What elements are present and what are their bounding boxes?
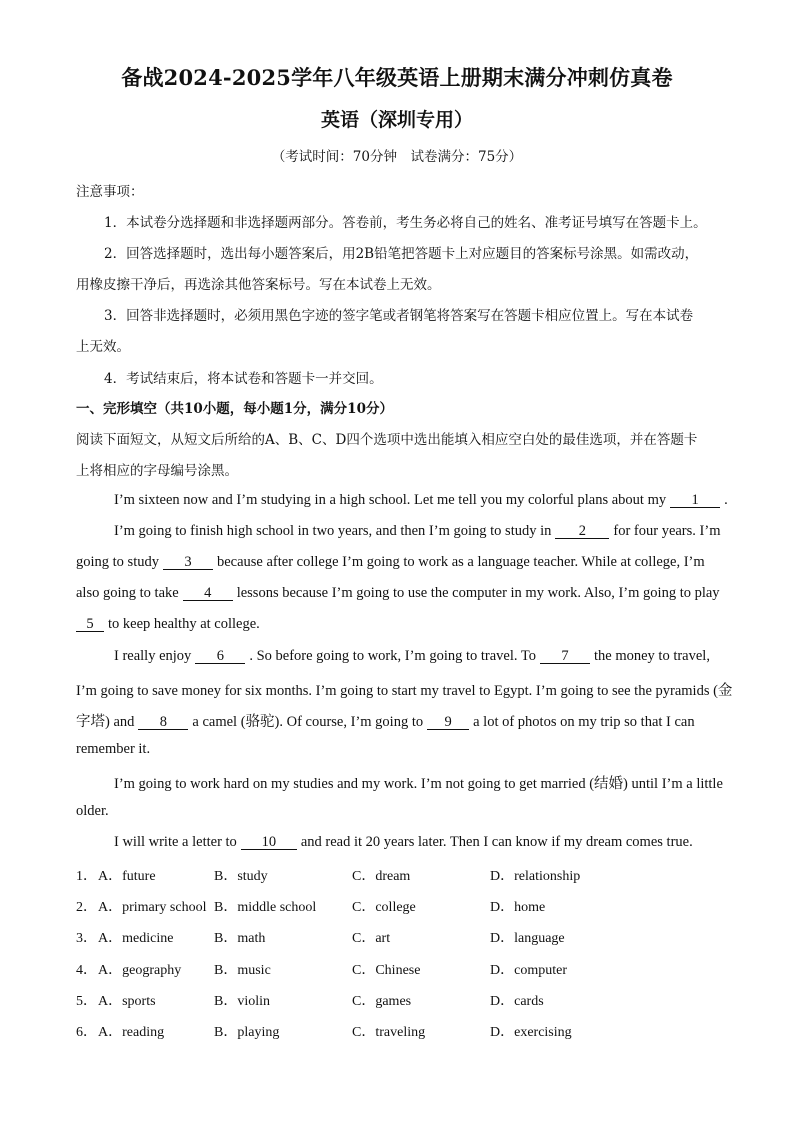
passage-text: . So before going to work, I’m going to travel. To bbox=[249, 648, 536, 664]
section-heading: 一、完形填空（共10小题，每小题1分，满分10分） bbox=[76, 401, 393, 417]
option-c[interactable]: C．art bbox=[352, 931, 391, 946]
passage-line bbox=[76, 554, 705, 571]
option-b[interactable]: B．math bbox=[214, 931, 266, 946]
question-options bbox=[76, 959, 756, 979]
page-subtitle: 英语（深圳专用） bbox=[320, 109, 473, 131]
option-a[interactable]: A．medicine bbox=[98, 931, 174, 946]
question-options bbox=[76, 865, 756, 885]
passage-line bbox=[76, 585, 720, 602]
blank-5: 5 bbox=[76, 617, 104, 632]
question-options bbox=[76, 927, 756, 947]
exam-time-info: （考试时间：70分钟 试卷满分：75分） bbox=[271, 149, 523, 165]
question-options bbox=[76, 990, 756, 1010]
passage-line bbox=[76, 616, 260, 633]
question-number: 2． bbox=[76, 900, 97, 915]
option-a[interactable]: A．reading bbox=[98, 1025, 165, 1040]
blank-2: 2 bbox=[555, 524, 609, 539]
blank-4: 4 bbox=[183, 586, 233, 601]
option-a[interactable]: A．sports bbox=[98, 994, 156, 1009]
question-number: 1． bbox=[76, 869, 97, 884]
passage-text: 字塔) and bbox=[76, 714, 135, 730]
option-c[interactable]: C．dream bbox=[352, 869, 411, 884]
question-number: 3． bbox=[76, 931, 97, 946]
option-b[interactable]: B．middle school bbox=[214, 900, 317, 915]
passage-line: I’m going to save money for six months. I’m going to start my travel to Egypt. I’m going to see the pyramids (金 bbox=[76, 683, 733, 699]
option-c[interactable]: C．traveling bbox=[352, 1025, 426, 1040]
option-c[interactable]: C．college bbox=[352, 900, 416, 915]
passage-text: I’m sixteen now and I’m studying in a high school. Let me tell you my colorful plans about my bbox=[114, 492, 667, 508]
option-b[interactable]: B．violin bbox=[214, 994, 271, 1009]
option-d[interactable]: D．language bbox=[490, 931, 565, 946]
notice-item-2-line-2: 用橡皮擦干净后，再选涂其他答案标号。写在本试卷上无效。 bbox=[76, 277, 441, 293]
passage-text: also going to take bbox=[76, 585, 179, 601]
passage-line bbox=[114, 834, 693, 851]
option-c[interactable]: C．games bbox=[352, 994, 412, 1009]
question-options bbox=[76, 896, 756, 916]
passage-text: the money to travel, bbox=[593, 648, 710, 664]
passage-line: I’m going to work hard on my studies and my work. I’m not going to get married (结婚) until I’m a little bbox=[114, 776, 723, 792]
option-b[interactable]: B．study bbox=[214, 869, 268, 884]
passage-line bbox=[114, 492, 728, 509]
passage-text: and read it 20 years later. Then I can know if my dream comes true. bbox=[300, 834, 693, 850]
passage-line: remember it. bbox=[76, 741, 151, 757]
question-number: 5． bbox=[76, 994, 97, 1009]
option-b[interactable]: B．music bbox=[214, 963, 271, 978]
blank-3: 3 bbox=[163, 555, 213, 570]
blank-6: 6 bbox=[195, 649, 245, 664]
option-c[interactable]: C．Chinese bbox=[352, 963, 421, 978]
passage-text: a lot of photos on my trip so that I can bbox=[473, 714, 695, 730]
blank-8: 8 bbox=[138, 715, 188, 730]
option-d[interactable]: D．cards bbox=[490, 994, 544, 1009]
passage-line bbox=[114, 523, 720, 540]
passage-text: because after college I’m going to work as a language teacher. While at college, I’m bbox=[216, 554, 705, 570]
passage-text: going to study bbox=[76, 554, 159, 570]
page-title: 备战2024-2025学年八年级英语上册期末满分冲刺仿真卷 bbox=[121, 65, 673, 90]
passage-text: a camel (骆驼). Of course, I’m going to bbox=[192, 714, 424, 730]
passage-text: I really enjoy bbox=[114, 648, 192, 664]
notice-heading: 注意事项： bbox=[76, 184, 144, 200]
blank-9: 9 bbox=[427, 715, 469, 730]
passage-text: I will write a letter to bbox=[114, 834, 237, 850]
option-a[interactable]: A．primary school bbox=[98, 900, 207, 915]
passage-text: . bbox=[724, 492, 728, 508]
notice-item-3-line-2: 上无效。 bbox=[76, 339, 130, 355]
option-d[interactable]: D．relationship bbox=[490, 869, 581, 884]
notice-item-2-line-1: 2．回答选择题时，选出每小题答案后，用2B铅笔把答题卡上对应题目的答案标号涂黑。如需改动， bbox=[104, 246, 699, 262]
section-instruction-line-1: 阅读下面短文，从短文后所给的A、B、C、D四个选项中选出能填入相应空白处的最佳选项，并在答题卡 bbox=[76, 432, 698, 448]
question-number: 6． bbox=[76, 1025, 97, 1040]
passage-text: for four years. I’m bbox=[613, 523, 721, 539]
option-d[interactable]: D．exercising bbox=[490, 1025, 572, 1040]
passage-line bbox=[76, 710, 695, 731]
blank-10: 10 bbox=[241, 835, 297, 850]
option-a[interactable]: A．future bbox=[98, 869, 156, 884]
question-options bbox=[76, 1021, 756, 1041]
passage-text: I’m going to finish high school in two years, and then I’m going to study in bbox=[114, 523, 552, 539]
option-a[interactable]: A．geography bbox=[98, 963, 182, 978]
option-b[interactable]: B．playing bbox=[214, 1025, 280, 1040]
blank-7: 7 bbox=[540, 649, 590, 664]
notice-item-3-line-1: 3．回答非选择题时，必须用黑色字迹的签字笔或者钢笔将答案写在答题卡相应位置上。写在本试卷 bbox=[104, 308, 694, 324]
blank-1: 1 bbox=[670, 493, 720, 508]
option-d[interactable]: D．computer bbox=[490, 963, 567, 978]
option-d[interactable]: D．home bbox=[490, 900, 546, 915]
passage-text: to keep healthy at college. bbox=[108, 616, 260, 632]
notice-item-4: 4．考试结束后，将本试卷和答题卡一并交回。 bbox=[104, 371, 383, 387]
section-instruction-line-2: 上将相应的字母编号涂黑。 bbox=[76, 463, 238, 479]
passage-text: lessons because I’m going to use the computer in my work. Also, I’m going to play bbox=[236, 585, 720, 601]
question-number: 4． bbox=[76, 963, 97, 978]
passage-line bbox=[114, 648, 710, 665]
notice-item-1: 1．本试卷分选择题和非选择题两部分。答卷前，考生务必将自己的姓名、准考证号填写在答题卡上。 bbox=[104, 215, 707, 231]
passage-line: older. bbox=[76, 803, 109, 819]
